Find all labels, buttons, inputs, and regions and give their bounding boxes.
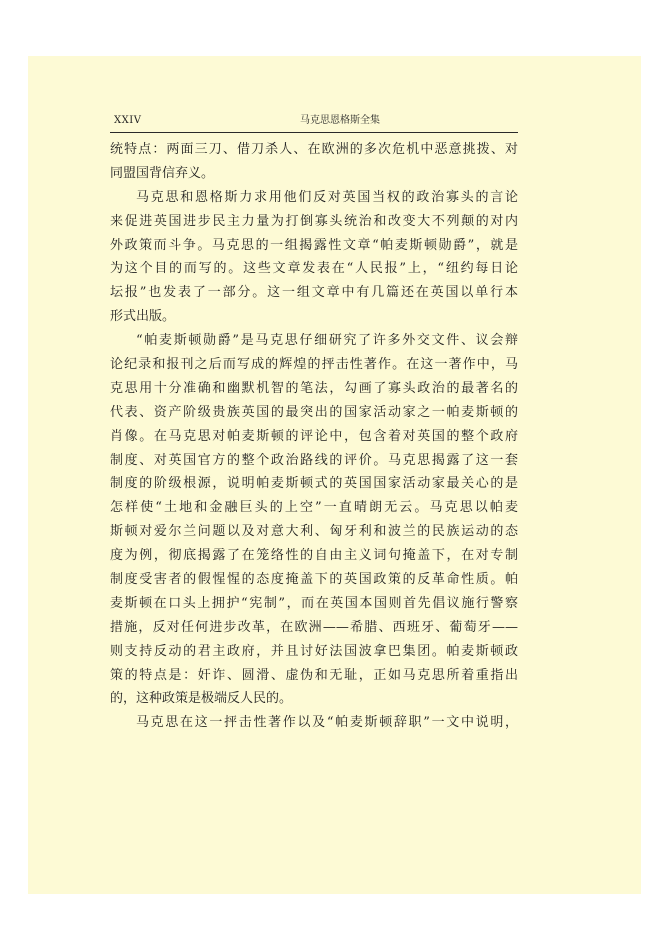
text-line: 马克思和恩格斯力求用他们反对英国当权的政治寡头的言论 bbox=[136, 189, 518, 205]
text-line: 的，这种政策是极端反人民的。 bbox=[110, 691, 293, 707]
text-line: “帕麦斯顿勋爵”是马克思仔细研究了许多外交文件、议会辩 bbox=[136, 333, 518, 349]
text-line: 外政策而斗争。马克思的一组揭露性文章“帕麦斯顿勋爵”，就是 bbox=[110, 237, 518, 253]
text-line: 怎样使“土地和金融巨头的上空”一直晴朗无云。马克思以帕麦 bbox=[110, 500, 518, 516]
text-line: 肖像。在马克思对帕麦斯顿的评论中，包含着对英国的整个政府 bbox=[110, 428, 518, 444]
page-number: XXIV bbox=[114, 115, 142, 126]
body-text bbox=[110, 138, 518, 735]
text-line: 度为例，彻底揭露了在笼络性的自由主义词句掩盖下，在对专制 bbox=[110, 548, 518, 564]
text-line: 则支持反动的君主政府，并且讨好法国波拿巴集团。帕麦斯顿政 bbox=[110, 643, 518, 659]
text-line: 坛报”也发表了一部分。这一组文章中有几篇还在英国以单行本 bbox=[110, 285, 518, 301]
text-line: 马克思在这一抨击性著作以及“帕麦斯顿辞职”一文中说明， bbox=[136, 715, 518, 731]
text-line: 克思用十分准确和幽默机智的笔法，勾画了寡头政治的最著名的 bbox=[110, 380, 518, 396]
text-line: 制度、对英国官方的整个政治路线的评价。马克思揭露了这一套 bbox=[110, 452, 518, 468]
text-line: 统特点：两面三刀、借刀杀人、在欧洲的多次危机中恶意挑拨、对 bbox=[110, 142, 518, 157]
text-line: 为这个目的而写的。这些文章发表在“人民报”上，“纽约每日论 bbox=[110, 261, 518, 277]
text-line: 制度的阶级根源，说明帕麦斯顿式的英国国家活动家最关心的是 bbox=[110, 476, 518, 492]
text-line: 措施，反对任何进步改革，在欧洲——希腊、西班牙、葡萄牙—— bbox=[110, 619, 518, 635]
text-line: 形式出版。 bbox=[110, 309, 176, 325]
text-line: 论纪录和报刊之后而写成的辉煌的抨击性著作。在这一著作中，马 bbox=[110, 357, 518, 373]
text-line: 策的特点是：奸诈、圆滑、虚伪和无耻，正如马克思所着重指出 bbox=[110, 667, 518, 683]
running-title: 马克思恩格斯全集 bbox=[300, 115, 380, 126]
text-line: 来促进英国进步民主力量为打倒寡头统治和改变大不列颠的对内 bbox=[110, 213, 518, 229]
text-line: 同盟国背信弃义。 bbox=[110, 165, 215, 181]
text-line: 代表、资产阶级贵族英国的最突出的国家活动家之一帕麦斯顿的 bbox=[110, 404, 518, 420]
text-line: 斯顿对爱尔兰问题以及对意大利、匈牙利和波兰的民族运动的态 bbox=[110, 524, 518, 540]
running-header bbox=[110, 106, 518, 133]
text-line: 麦斯顿在口头上拥护“宪制”，而在英国本国则首先倡议施行警察 bbox=[110, 595, 518, 611]
text-line: 制度受害者的假惺惺的态度掩盖下的英国政策的反革命性质。帕 bbox=[110, 572, 518, 588]
